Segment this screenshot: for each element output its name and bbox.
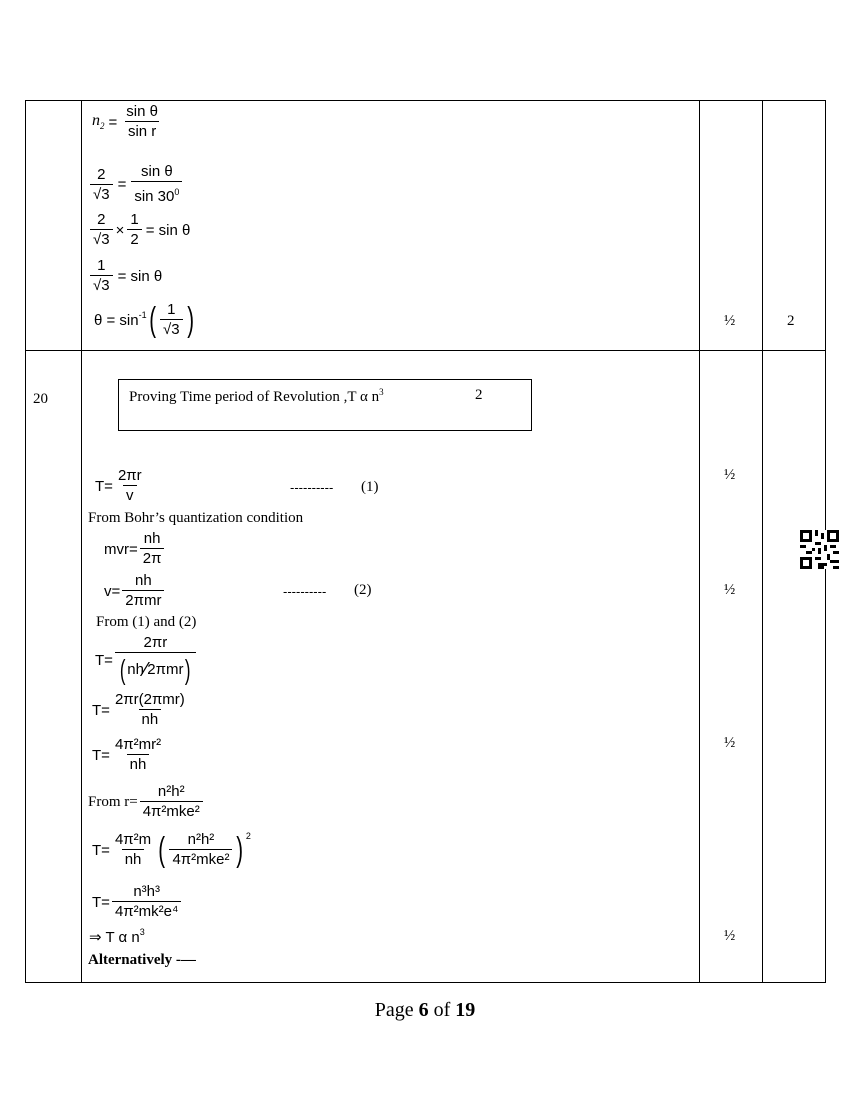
conclusion-proportional: ⇒ T α n $^3$ xyxy=(89,927,145,946)
equation-1-tag: (1) xyxy=(361,479,379,495)
marks-half-1: ½ xyxy=(724,467,736,483)
alternatively-label: Alternatively -— xyxy=(88,952,196,968)
page-current: 6 xyxy=(418,999,429,1021)
equation-simplify-1: T= $\frac{\text{2πr(2πmr)}}{nh}$ xyxy=(92,691,185,728)
equation-2-dashes: ---------- xyxy=(283,584,327,599)
marks-half-4: ½ xyxy=(724,928,736,944)
equation-theta-result: θ = sin $^{-1}$ ( $\frac{1}{√3}$ ) xyxy=(94,301,194,339)
equation-quantization: mvr= $\frac{nh}{2\pi}$ xyxy=(104,529,166,569)
value-point-marks: 2 xyxy=(475,387,483,403)
marks-half-3: ½ xyxy=(724,735,736,751)
value-point-text: Proving Time period of Revolution ,T α $n^3$ xyxy=(129,387,384,405)
equation-bohr-radius: From r= $\frac{\text{n²h²}}{\text{4π²mke²}}$ xyxy=(88,782,205,822)
equation-substitution: $\frac{2}{√3}$ = $\frac{\text{sin θ}}{\sin 30^0}$ xyxy=(88,162,184,207)
equation-1-dashes: ---------- xyxy=(290,480,334,495)
equation-substituted: T= 2πr ( nh ⁄ 2πmr ) xyxy=(95,633,198,687)
question-number: 20 xyxy=(33,391,48,407)
equation-final-period: T= $\frac{\text{n³h³}}{\text{4π²mk²e⁴}}$ xyxy=(92,882,183,922)
marks-half: ½ xyxy=(724,313,736,329)
value-point-box xyxy=(118,379,532,431)
equation-radius-substituted: T= $\frac{\text{4π²m}}{nh}$ ( $\frac{\text{n²h²}}{\text{4π²mke²}}$ ) $^2$ xyxy=(92,831,251,869)
equation-product: $\frac{2}{√3}$ × $\frac{1}{2}$ = sin θ xyxy=(88,210,190,250)
page-footer: Page 6 of 19 xyxy=(374,999,476,1021)
marks-half-2: ½ xyxy=(724,582,736,598)
equation-velocity: v= $\frac{nh}{\text{2πmr}}$ xyxy=(104,571,166,611)
equation-2-tag: (2) xyxy=(354,582,372,598)
equation-simplify-2: T= $\frac{\text{4π²mr²}}{nh}$ xyxy=(92,736,162,773)
equation-time-period: T= $\frac{2\pi r}{v}$ xyxy=(95,467,142,504)
equation-refractive-index: $n_2$ = $\frac{\text{sin θ}}{\text{sin r}}$ xyxy=(92,103,158,140)
page-total: 19 xyxy=(455,999,476,1021)
total-marks: 2 xyxy=(787,313,795,329)
qr-code-icon xyxy=(800,529,839,570)
equation-sine-value: $\frac{1}{√3}$ = sin θ xyxy=(88,256,162,296)
bohr-condition-text: From Bohr’s quantization condition xyxy=(88,510,304,526)
from-equations-text: From (1) and (2) xyxy=(96,614,197,630)
